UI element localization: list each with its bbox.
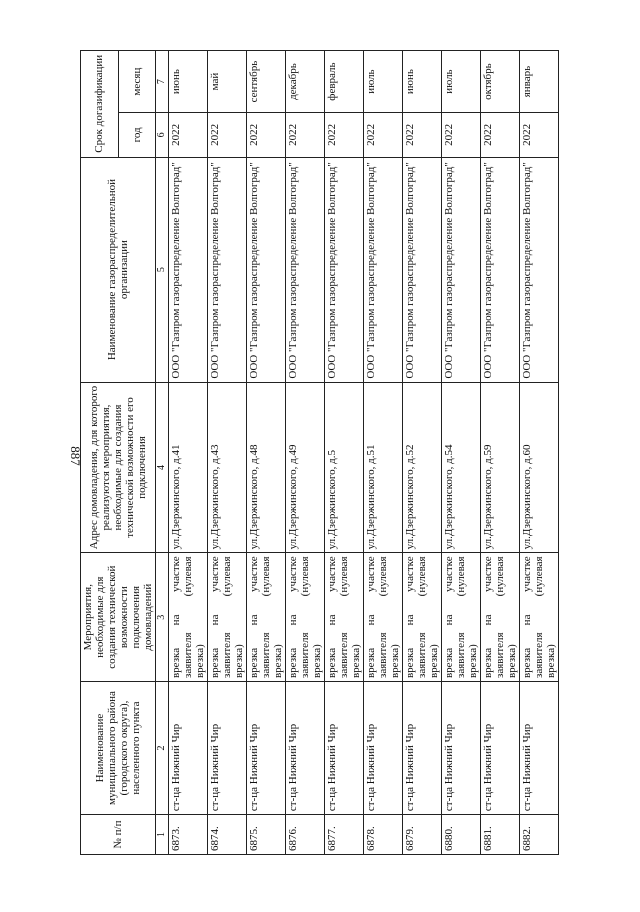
year-cell: 2022 [208,113,247,157]
table-row [442,51,481,855]
column-index: 4 [156,382,169,553]
address-cell: ул.Дзержинского, д.48 [247,382,286,553]
table-row [325,51,364,855]
activity-cell: врезка на участке заявителя (нулевая врезка) [481,553,520,682]
address-cell: ул.Дзержинского, д.54 [442,382,481,553]
year-cell: 2022 [442,113,481,157]
row-number: 6881. [481,815,520,855]
month-cell: октябрь [481,51,520,113]
address-cell: ул.Дзержинского, д.51 [364,382,403,553]
month-cell: июнь [169,51,208,113]
row-number: 6877. [325,815,364,855]
locality-cell: ст-ца Нижний Чир [325,682,364,815]
year-cell: 2022 [403,113,442,157]
column-index: 3 [156,553,169,682]
locality-cell: ст-ца Нижний Чир [208,682,247,815]
year-cell: 2022 [520,113,559,157]
row-number: 6880. [442,815,481,855]
activity-cell: врезка на участке заявителя (нулевая врезка) [442,553,481,682]
row-number: 6879. [403,815,442,855]
locality-cell: ст-ца Нижний Чир [520,682,559,815]
rotated-table-container [80,50,557,855]
row-number: 6875. [247,815,286,855]
row-number: 6876. [286,815,325,855]
month-cell: февраль [325,51,364,113]
organization-cell: ООО "Газпром газораспределение Волгоград" [208,157,247,382]
activity-cell: врезка на участке заявителя (нулевая врезка) [208,553,247,682]
row-number: 6873. [169,815,208,855]
activity-cell: врезка на участке заявителя (нулевая врезка) [169,553,208,682]
header-address: Адрес домовладения, для которого реализуются мероприятия, необходимые для создания технической возможности его подключения [81,382,156,553]
column-index-row [156,51,169,855]
header-activity: Мероприятия, необходимые для создания технической возможности подключения домовладений [81,553,156,682]
month-cell: сентябрь [247,51,286,113]
table-row [247,51,286,855]
row-number: 6874. [208,815,247,855]
table-row [364,51,403,855]
activity-cell: врезка на участке заявителя (нулевая врезка) [325,553,364,682]
year-cell: 2022 [481,113,520,157]
column-index: 5 [156,157,169,382]
page-number: 887 [68,446,83,466]
table-body [169,51,559,855]
month-cell: июль [442,51,481,113]
table-row [481,51,520,855]
address-cell: ул.Дзержинского, д.41 [169,382,208,553]
activity-cell: врезка на участке заявителя (нулевая врезка) [520,553,559,682]
header-num: № п/п [81,815,156,855]
activity-cell: врезка на участке заявителя (нулевая врезка) [364,553,403,682]
header-locality: Наименование муниципального района (городского округа), населенного пункта [81,682,156,815]
year-cell: 2022 [169,113,208,157]
organization-cell: ООО "Газпром газораспределение Волгоград" [325,157,364,382]
header-organization: Наименование газораспределительной организации [81,157,156,382]
address-cell: ул.Дзержинского, д.52 [403,382,442,553]
organization-cell: ООО "Газпром газораспределение Волгоград" [247,157,286,382]
column-index: 6 [156,113,169,157]
organization-cell: ООО "Газпром газораспределение Волгоград" [286,157,325,382]
month-cell: январь [520,51,559,113]
month-cell: май [208,51,247,113]
locality-cell: ст-ца Нижний Чир [403,682,442,815]
locality-cell: ст-ца Нижний Чир [169,682,208,815]
locality-cell: ст-ца Нижний Чир [442,682,481,815]
activity-cell: врезка на участке заявителя (нулевая врезка) [403,553,442,682]
month-cell: декабрь [286,51,325,113]
year-cell: 2022 [325,113,364,157]
activity-cell: врезка на участке заявителя (нулевая врезка) [247,553,286,682]
column-index: 2 [156,682,169,815]
table-row [286,51,325,855]
table-row [169,51,208,855]
column-index: 7 [156,51,169,113]
address-cell: ул.Дзержинского, д.60 [520,382,559,553]
gasification-table [80,50,559,855]
activity-cell: врезка на участке заявителя (нулевая врезка) [286,553,325,682]
locality-cell: ст-ца Нижний Чир [247,682,286,815]
organization-cell: ООО "Газпром газораспределение Волгоград" [520,157,559,382]
organization-cell: ООО "Газпром газораспределение Волгоград" [403,157,442,382]
organization-cell: ООО "Газпром газораспределение Волгоград" [481,157,520,382]
organization-cell: ООО "Газпром газораспределение Волгоград" [442,157,481,382]
table-row [208,51,247,855]
month-cell: июль [364,51,403,113]
address-cell: ул.Дзержинского, д.59 [481,382,520,553]
locality-cell: ст-ца Нижний Чир [286,682,325,815]
organization-cell: ООО "Газпром газораспределение Волгоград" [364,157,403,382]
year-cell: 2022 [364,113,403,157]
month-cell: июнь [403,51,442,113]
year-cell: 2022 [247,113,286,157]
year-cell: 2022 [286,113,325,157]
address-cell: ул.Дзержинского, д.49 [286,382,325,553]
header-deadline-group: Срок догазификации [81,51,119,158]
header-month: месяц [118,51,156,113]
row-number: 6882. [520,815,559,855]
table-row [403,51,442,855]
column-index: 1 [156,815,169,855]
row-number: 6878. [364,815,403,855]
locality-cell: ст-ца Нижний Чир [481,682,520,815]
header-year: год [118,113,156,157]
organization-cell: ООО "Газпром газораспределение Волгоград" [169,157,208,382]
header-row [81,51,119,855]
table-row [520,51,559,855]
address-cell: ул.Дзержинского, д.43 [208,382,247,553]
locality-cell: ст-ца Нижний Чир [364,682,403,815]
address-cell: ул.Дзержинского, д.5 [325,382,364,553]
